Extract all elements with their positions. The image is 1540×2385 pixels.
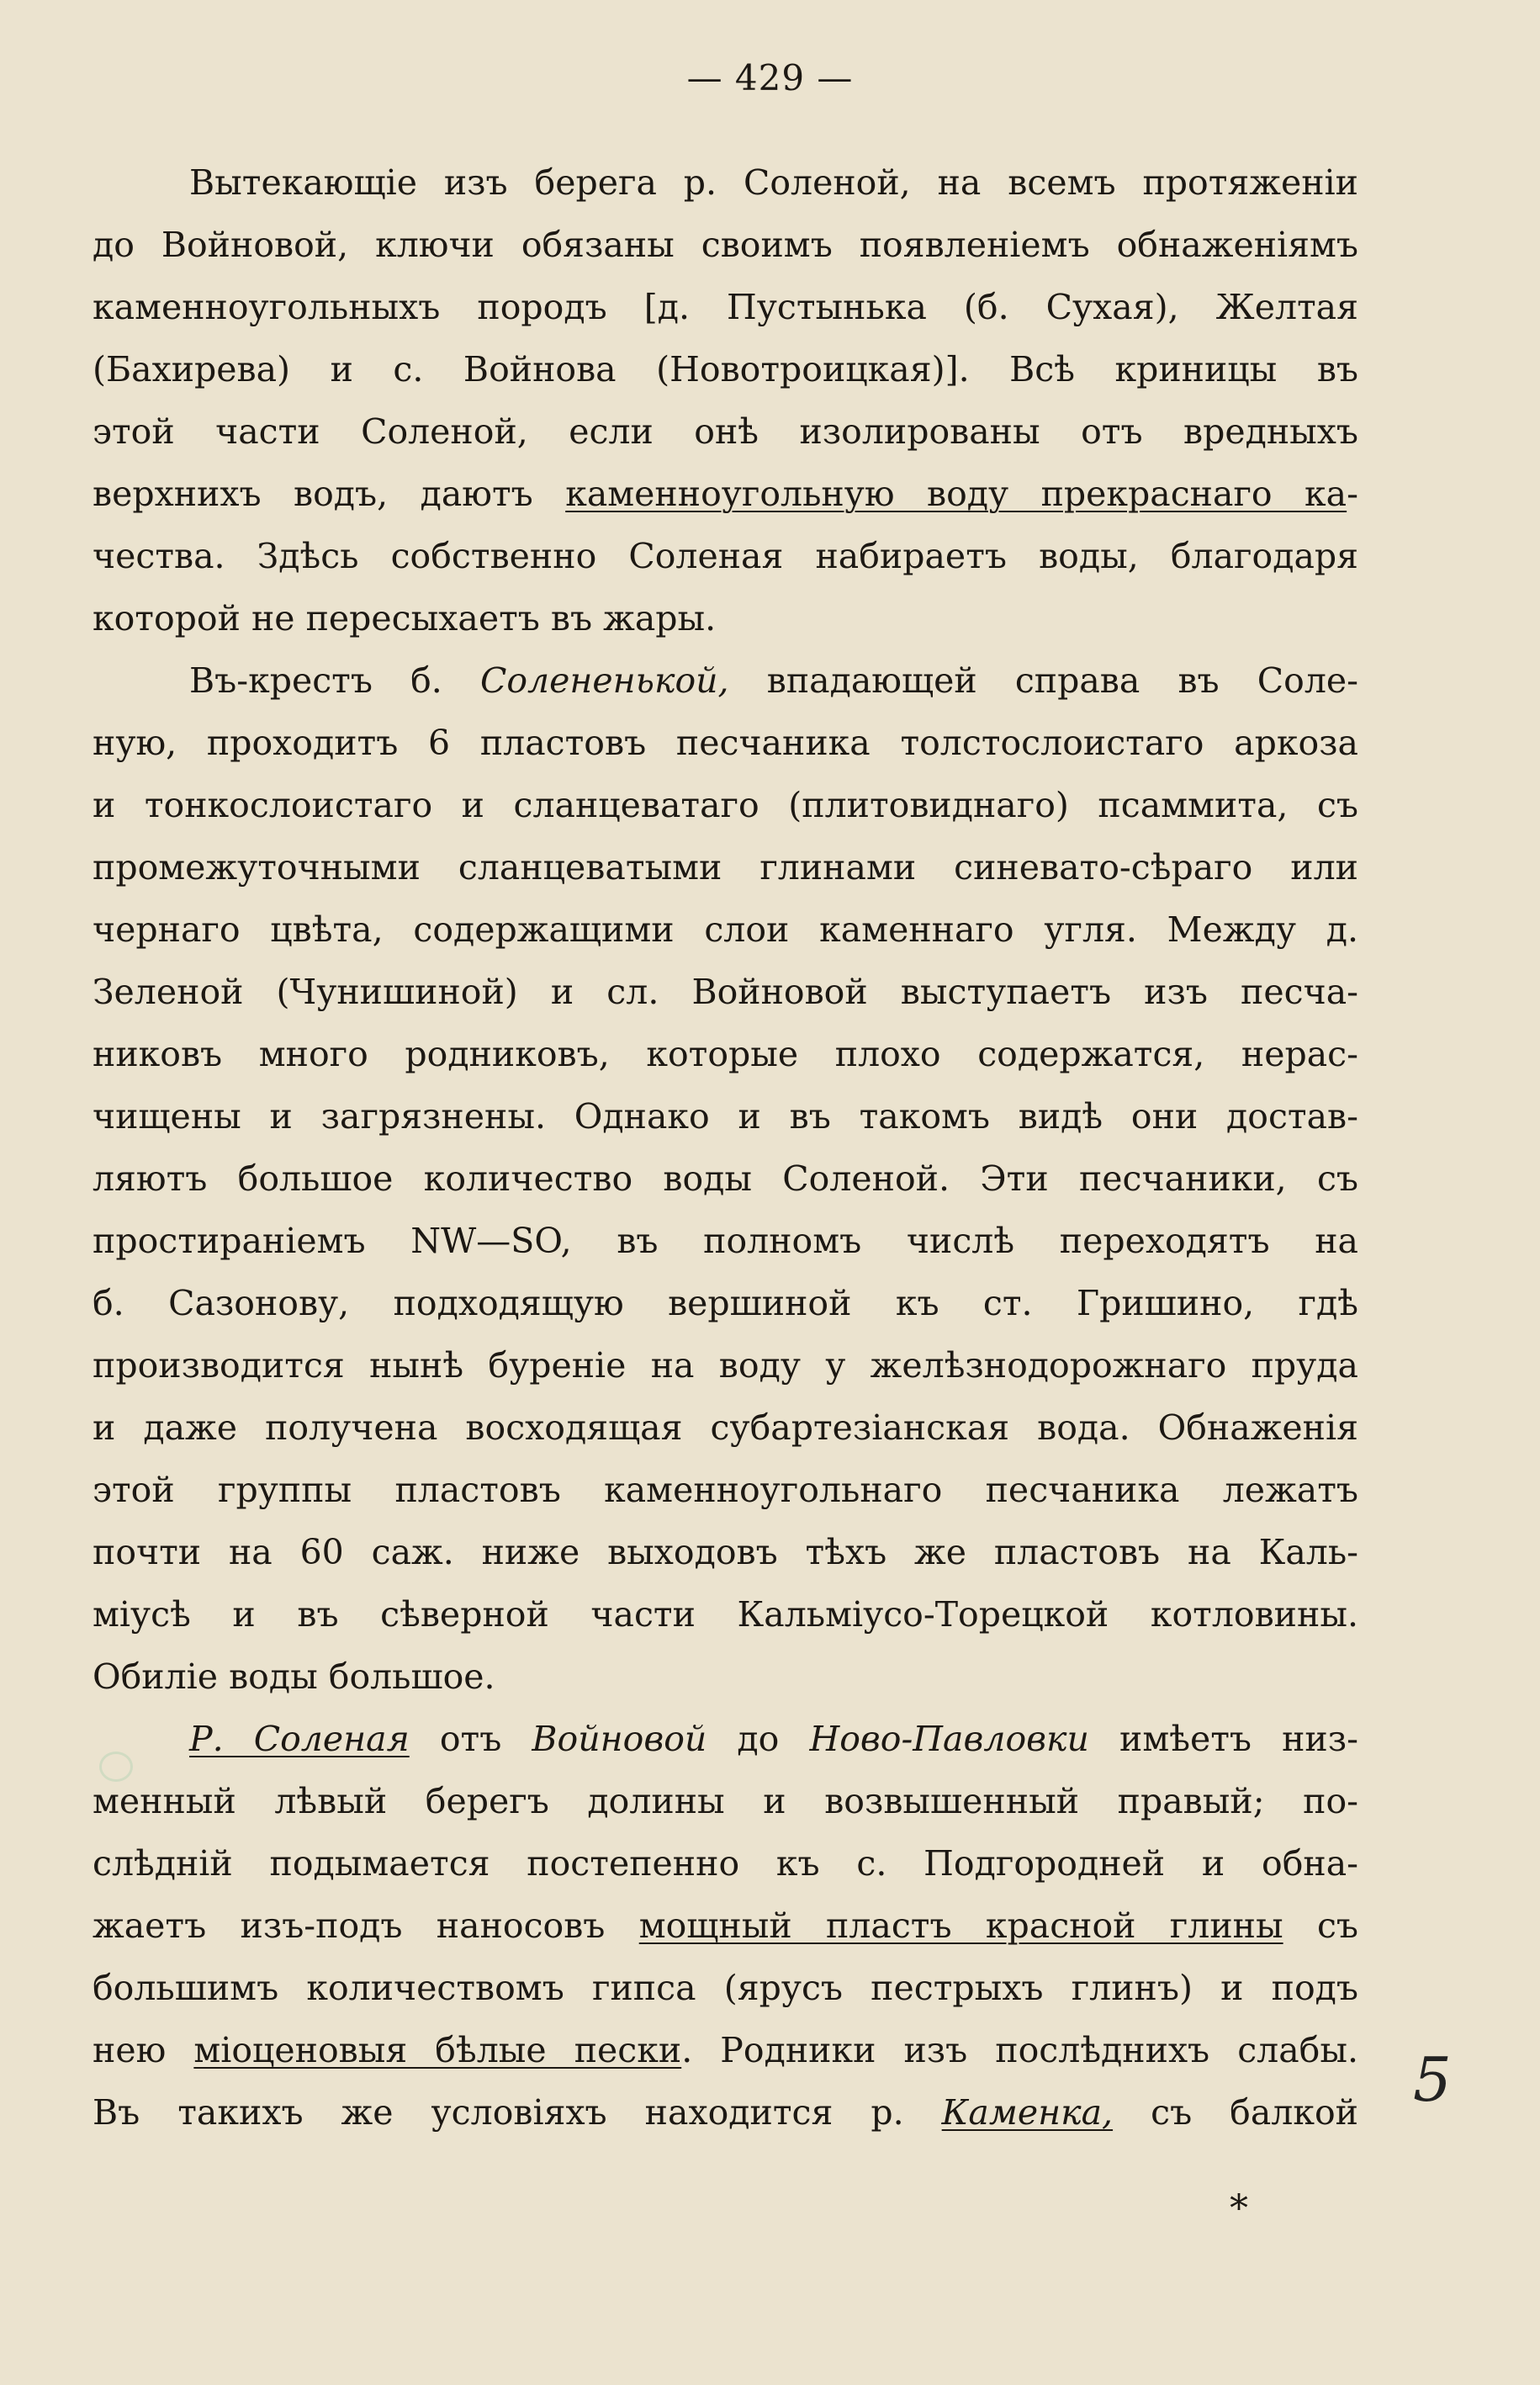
underlined-text: міоценовыя бѣлые пески — [193, 2030, 682, 2070]
text-line: каменноугольныхъ породъ [д. Пустынька (б. Сухая), Желтая — [93, 287, 1358, 327]
paragraph-2 — [93, 649, 1358, 1708]
text-line — [93, 2081, 1358, 2144]
text-line: чищены и загрязнены. Однако и въ такомъ видѣ они достав- — [93, 1096, 1358, 1137]
text-line: чества. Здѣсь собственно Соленая набираетъ воды, благодаря — [93, 536, 1358, 576]
text-span: отъ — [409, 1719, 532, 1759]
text-line: менный лѣвый берегъ долины и возвышенный правый; по- — [93, 1781, 1358, 1821]
handwritten-margin-note: 5 — [1413, 2044, 1452, 2115]
text-line: и даже получена восходящая субартезіанская вода. Обнаженія — [93, 1407, 1358, 1448]
italic-text: Войновой — [532, 1719, 707, 1759]
underlined-text: каменноугольную воду прекраснаго ка — [565, 474, 1347, 514]
text-line: ляютъ большое количество воды Соленой. Эти песчаники, съ — [93, 1158, 1358, 1199]
text-line: и тонкослоистаго и сланцеватаго (плитовиднаго) псаммита, съ — [93, 785, 1358, 825]
text-span: до — [706, 1719, 810, 1759]
text-line: до Войновой, ключи обязаны своимъ появленіемъ обнаженіямъ — [93, 225, 1358, 265]
text-line — [93, 649, 1358, 712]
text-line: этой группы пластовъ каменноугольнаго песчаника лежатъ — [93, 1470, 1358, 1510]
text-line: производится нынѣ буреніе на воду у желѣзнодорожнаго пруда — [93, 1345, 1358, 1386]
text-line: (Бахирева) и с. Войнова (Новотроицкая)]. Всѣ криницы въ — [93, 349, 1358, 390]
text-line: б. Сазонову, подходящую вершиной къ ст. Гришино, гдѣ — [93, 1283, 1358, 1323]
text-span: нею — [93, 2030, 194, 2070]
text-line: промежуточными сланцеватыми глинами синевато-сѣраго или — [93, 847, 1358, 888]
paragraph-3 — [93, 1708, 1358, 2144]
text-span: съ — [1283, 1905, 1358, 1946]
text-line — [93, 2019, 1358, 2081]
text-span: верхнихъ водъ, даютъ — [93, 474, 566, 514]
text-span: Въ-крестъ б. — [189, 660, 480, 701]
text-span: - — [1347, 474, 1358, 514]
text-span: . Родники изъ послѣднихъ слабы. — [681, 2030, 1358, 2070]
italic-underlined-text: Р. Соленая — [189, 1719, 410, 1759]
text-span: съ балкой — [1113, 2092, 1358, 2133]
text-line: почти на 60 саж. ниже выходовъ тѣхъ же пластовъ на Каль- — [93, 1532, 1358, 1572]
paragraph-1 — [93, 151, 1358, 649]
text-line: большимъ количествомъ гипса (ярусъ пестрыхъ глинъ) и подъ — [93, 1968, 1358, 2008]
text-line: Обиліе воды большое. — [93, 1656, 495, 1697]
text-line: чернаго цвѣта, содержащими слои каменнаго угля. Между д. — [93, 909, 1358, 950]
text-span: имѣетъ низ- — [1088, 1719, 1358, 1759]
text-line — [93, 1895, 1358, 1957]
text-span: жаетъ изъ-подъ наносовъ — [93, 1905, 639, 1946]
text-span: Въ такихъ же условіяхъ находится р. — [93, 2092, 942, 2133]
italic-text: Солененькой, — [479, 660, 729, 701]
signature-mark: * — [1230, 2187, 1248, 2230]
text-span: впадающей справа въ Соле- — [728, 660, 1359, 701]
paper-stain — [99, 1752, 133, 1782]
underlined-text: мощный пластъ красной глины — [638, 1905, 1283, 1946]
text-line: этой части Соленой, если онѣ изолированы отъ вредныхъ — [93, 411, 1358, 452]
text-line: Зеленой (Чунишиной) и сл. Войновой выступаетъ изъ песча- — [93, 972, 1358, 1012]
italic-underlined-text: Каменка, — [941, 2092, 1114, 2133]
text-line: ную, проходитъ 6 пластовъ песчаника толстослоистаго аркоза — [93, 723, 1358, 763]
body-text — [93, 151, 1358, 2144]
page-number: — 429 — — [686, 57, 854, 98]
italic-text: Ново-Павловки — [809, 1719, 1089, 1759]
text-line: простираніемъ NW—SO, въ полномъ числѣ переходятъ на — [93, 1221, 1358, 1261]
text-line: міусѣ и въ сѣверной части Кальміусо-Торецкой котловины. — [93, 1594, 1358, 1635]
text-line: слѣдній подымается постепенно къ с. Подгородней и обна- — [93, 1843, 1358, 1884]
text-line: которой не пересыхаетъ въ жары. — [93, 598, 717, 639]
text-line — [93, 1708, 1358, 1770]
text-line — [93, 463, 1358, 525]
text-line: Вытекающіе изъ берега р. Соленой, на всемъ протяженіи — [189, 162, 1358, 203]
text-line: никовъ много родниковъ, которые плохо содержатся, нерас- — [93, 1034, 1358, 1074]
